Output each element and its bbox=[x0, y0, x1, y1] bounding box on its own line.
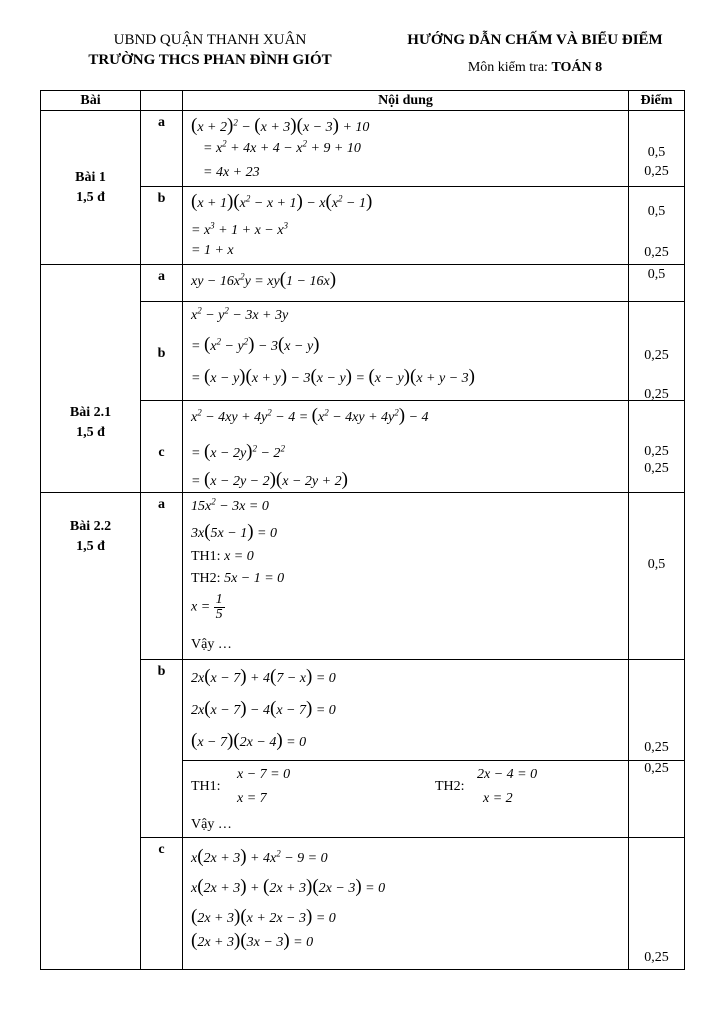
score-cell bbox=[629, 265, 685, 302]
solution-cell bbox=[183, 401, 629, 493]
part-label: a bbox=[141, 493, 183, 660]
score-cell bbox=[629, 660, 685, 761]
case-label: TH1: bbox=[191, 549, 221, 564]
math-line: $x(2x + 3) + 4x^2 - 9 = 0$ bbox=[191, 846, 328, 867]
exercise-cell bbox=[41, 111, 141, 265]
math-line: = $x^3 + 1 + x - x^3$ bbox=[191, 220, 288, 238]
score-value: 0,25 bbox=[644, 761, 669, 776]
document-title: HƯỚNG DẪN CHẤM VÀ BIỂU ĐIỂM bbox=[407, 32, 663, 48]
score-cell bbox=[629, 111, 685, 187]
solution-cell bbox=[183, 265, 629, 302]
exercise-points: 1,5 đ bbox=[76, 425, 105, 440]
exercise-title: Bài 2.2 bbox=[69, 519, 112, 534]
score-value: 0,5 bbox=[647, 145, 666, 160]
exercise-points: 1,5 đ bbox=[76, 189, 105, 205]
score-cell bbox=[629, 187, 685, 265]
table-row bbox=[41, 493, 685, 660]
case-label: TH1: bbox=[191, 779, 221, 794]
fraction: $\frac{1}{5}$ bbox=[215, 592, 223, 622]
column-header-content: Nội dung bbox=[183, 91, 629, 111]
case-label: TH2: bbox=[435, 779, 465, 794]
math-line: = $(x - 2y)^2 - 2^2$ bbox=[191, 441, 285, 462]
part-label: c bbox=[141, 401, 183, 493]
grading-table bbox=[40, 90, 685, 970]
exercise-cell bbox=[41, 493, 141, 970]
score-value: 0,5 bbox=[647, 557, 666, 572]
district-name: UBND QUẬN THANH XUÂN bbox=[113, 32, 307, 48]
part-label: c bbox=[141, 838, 183, 970]
score-value: 0,25 bbox=[644, 348, 669, 363]
solution-cell bbox=[183, 761, 629, 838]
subject-value: TOÁN 8 bbox=[551, 60, 603, 75]
column-header-score: Điểm bbox=[629, 91, 685, 111]
part-label: a bbox=[141, 265, 183, 302]
conclusion-text: Vậy … bbox=[191, 817, 232, 832]
column-header-bai: Bài bbox=[41, 91, 141, 111]
math-line: xy − $16x^2y = xy(1 - 16x)$ bbox=[191, 269, 337, 290]
score-value: 0,25 bbox=[644, 740, 669, 755]
math-line: x(2x + 3) + (2x + 3)(2x − 3) = 0 bbox=[191, 876, 386, 897]
solution-cell bbox=[183, 660, 629, 761]
math-line: 2x(x − 7) + 4(7 − x) = 0 bbox=[191, 666, 336, 687]
subject-line bbox=[380, 58, 690, 78]
part-label: b bbox=[141, 302, 183, 401]
score-value: 0,25 bbox=[644, 245, 669, 260]
header-right bbox=[380, 30, 690, 78]
score-cell bbox=[629, 493, 685, 660]
solution-cell bbox=[183, 493, 629, 660]
math-line: x − 7 = 0 bbox=[237, 767, 291, 782]
table-row bbox=[41, 265, 685, 302]
solution-cell bbox=[183, 187, 629, 265]
math-line: (2x + 3)(3x − 3) = 0 bbox=[191, 930, 314, 951]
part-label: a bbox=[141, 111, 183, 187]
math-line: 2x(x − 7) − 4(x − 7) = 0 bbox=[191, 698, 336, 719]
math-line: = (x − 2y − 2)(x − 2y + 2) bbox=[191, 469, 348, 490]
math-line: $x^2 - 4xy + 4y^2 - 4 = (x^2 - 4xy + 4y^2) - 4$ bbox=[191, 405, 429, 426]
table-header-row bbox=[41, 91, 685, 111]
math-line: = 1 + x bbox=[191, 243, 234, 258]
math-line: (x − 7)(2x − 4) = 0 bbox=[191, 730, 307, 751]
school-name: TRƯỜNG THCS PHAN ĐÌNH GIÓT bbox=[88, 52, 332, 68]
math-line: = $(x^2 - y^2) - 3(x - y)$ bbox=[191, 334, 320, 355]
math-line: $x^2 - y^2 - 3x + 3y$ bbox=[191, 305, 289, 323]
math-line: TH2: 5x − 1 = 0 bbox=[191, 571, 285, 586]
solution-cell bbox=[183, 302, 629, 401]
score-value: 0,5 bbox=[647, 267, 666, 282]
score-value: 0,5 bbox=[647, 204, 666, 219]
score-cell bbox=[629, 761, 685, 838]
exercise-title: Bài 1 bbox=[75, 169, 106, 185]
subject-label: Môn kiểm tra: bbox=[467, 60, 548, 75]
table-row bbox=[41, 111, 685, 187]
math-line: TH1: x = 0 bbox=[191, 549, 254, 564]
solution-cell bbox=[183, 838, 629, 970]
math-line: (2x + 3)(x + 2x − 3) = 0 bbox=[191, 906, 336, 927]
score-value: 0,25 bbox=[644, 444, 669, 459]
score-cell bbox=[629, 302, 685, 401]
column-header-part bbox=[141, 91, 183, 111]
part-label: b bbox=[141, 187, 183, 265]
exercise-points: 1,5 đ bbox=[76, 539, 105, 554]
math-line: $(x + 2)^2 - (x + 3)(x - 3) + 10$ bbox=[191, 115, 370, 136]
math-line: $(x + 1)(x^2 - x + 1) - x(x^2 - 1)$ bbox=[191, 191, 373, 212]
math-line: 3x(5x − 1) = 0 bbox=[191, 521, 277, 542]
math-line: x = 7 bbox=[237, 791, 267, 806]
score-value: 0,25 bbox=[644, 164, 669, 179]
score-cell bbox=[629, 401, 685, 493]
case-label: TH2: bbox=[191, 571, 221, 586]
solution-cell bbox=[183, 111, 629, 187]
exercise-cell bbox=[41, 265, 141, 493]
conclusion-text: Vậy … bbox=[191, 637, 232, 652]
math-line: = $x^2 + 4x + 4 - x^2 + 9 + 10$ bbox=[203, 138, 361, 156]
math-line: x = 2 bbox=[483, 791, 513, 806]
score-cell bbox=[629, 838, 685, 970]
score-value: 0,25 bbox=[644, 461, 669, 476]
math-line: = (x − y)(x + y) − 3(x − y) = (x − y)(x + y − 3) bbox=[191, 366, 475, 387]
math-line: x = $\frac{1}{5}$ bbox=[191, 592, 223, 622]
math-line: = 4x + 23 bbox=[203, 165, 260, 180]
header-left bbox=[40, 30, 380, 70]
part-label: b bbox=[141, 660, 183, 838]
score-value: 0,25 bbox=[644, 387, 669, 402]
score-value: 0,25 bbox=[644, 950, 669, 965]
math-line: 2x − 4 = 0 bbox=[477, 767, 538, 782]
exercise-title: Bài 2.1 bbox=[69, 405, 112, 420]
math-line: $15x^2 - 3x = 0$ bbox=[191, 496, 269, 514]
